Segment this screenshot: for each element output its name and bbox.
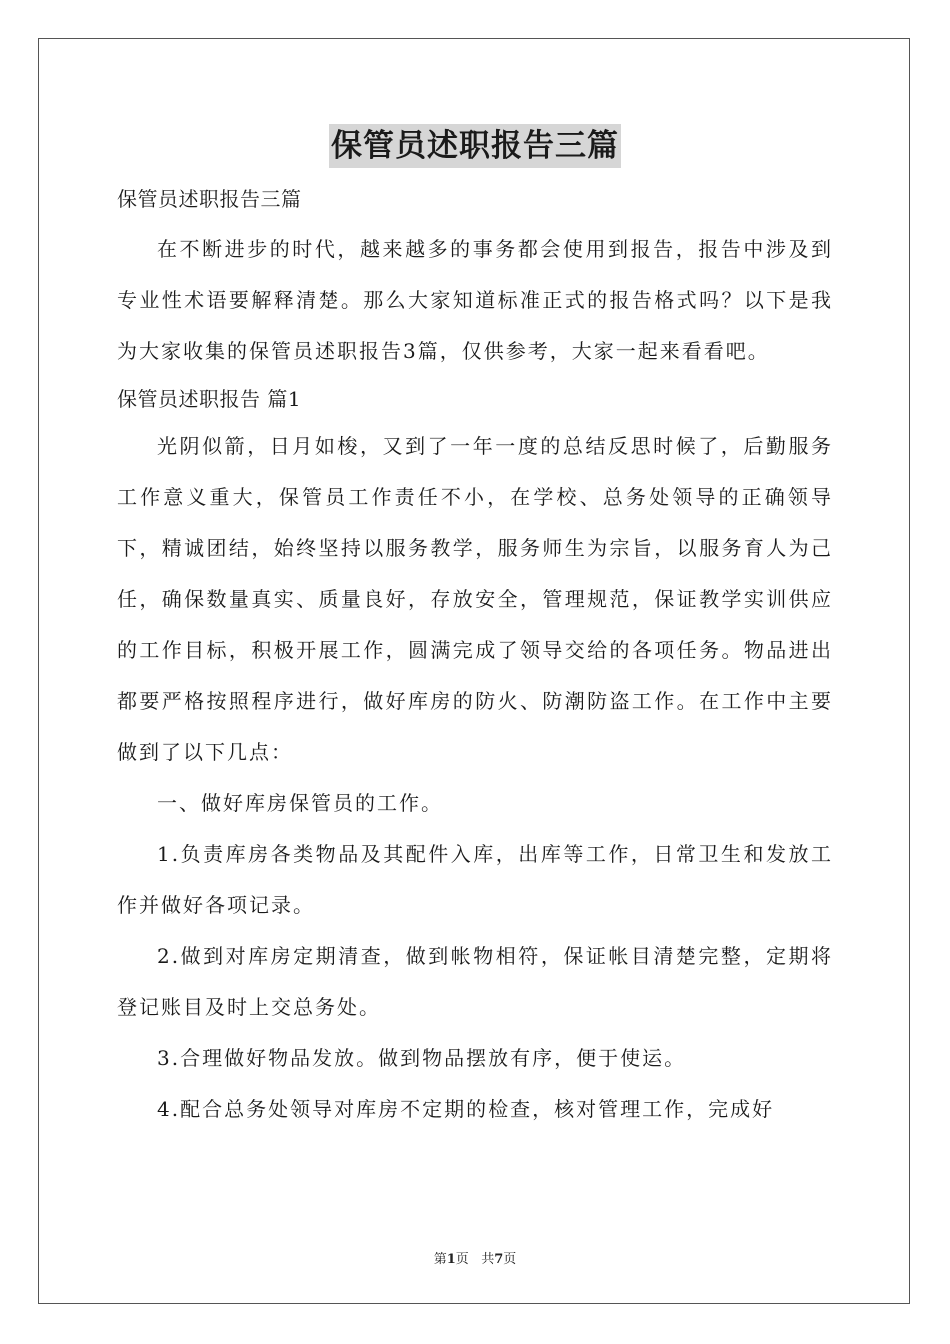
page-suffix: 页 <box>455 1252 469 1267</box>
title-container <box>0 124 950 168</box>
page-prefix: 第 <box>433 1252 447 1267</box>
intro-paragraph: 在不断进步的时代，越来越多的事务都会使用到报告，报告中涉及到专业性术语要解释清楚。那么大家知道标准正式的报告格式吗？以下是我为大家收集的保管员述职报告3篇，仅供参考，大家一起来看看吧。 <box>117 237 833 363</box>
document-title: 保管员述职报告三篇 <box>329 124 621 168</box>
body-paragraph: 2.做到对库房定期清查，做到帐物相符，保证帐目清楚完整，定期将登记账目及时上交总务处。 <box>117 944 833 1019</box>
total-prefix: 共 <box>481 1252 495 1267</box>
total-suffix: 页 <box>503 1252 517 1267</box>
body-paragraph: 一、做好库房保管员的工作。 <box>157 791 443 815</box>
section-heading: 保管员述职报告 篇1 <box>117 387 302 411</box>
page-footer <box>0 1248 950 1267</box>
page-number: 1 <box>446 1252 456 1267</box>
document-body <box>117 178 833 1135</box>
body-paragraph: 1.负责库房各类物品及其配件入库，出库等工作，日常卫生和发放工作并做好各项记录。 <box>117 842 833 917</box>
total-pages: 7 <box>494 1252 504 1267</box>
body-paragraph: 4.配合总务处领导对库房不定期的检查，核对管理工作，完成好 <box>157 1097 775 1121</box>
document-subtitle: 保管员述职报告三篇 <box>117 187 302 211</box>
body-paragraph: 光阴似箭，日月如梭，又到了一年一度的总结反思时候了，后勤服务工作意义重大，保管员工作责任不小，在学校、总务处领导的正确领导下，精诚团结，始终坚持以服务教学，服务师生为宗旨，以服务育人为己任，确保数量真实、质量良好，存放安全，管理规范，保证教学实训供应的工作目标，积极开展工作，圆满完成了领导交给的各项任务。物品进出都要严格按照程序进行，做好库房的防火、防潮防盗工作。在工作中主要做到了以下几点： <box>117 434 833 764</box>
body-paragraph: 3.合理做好物品发放。做到物品摆放有序，便于使运。 <box>157 1046 687 1070</box>
